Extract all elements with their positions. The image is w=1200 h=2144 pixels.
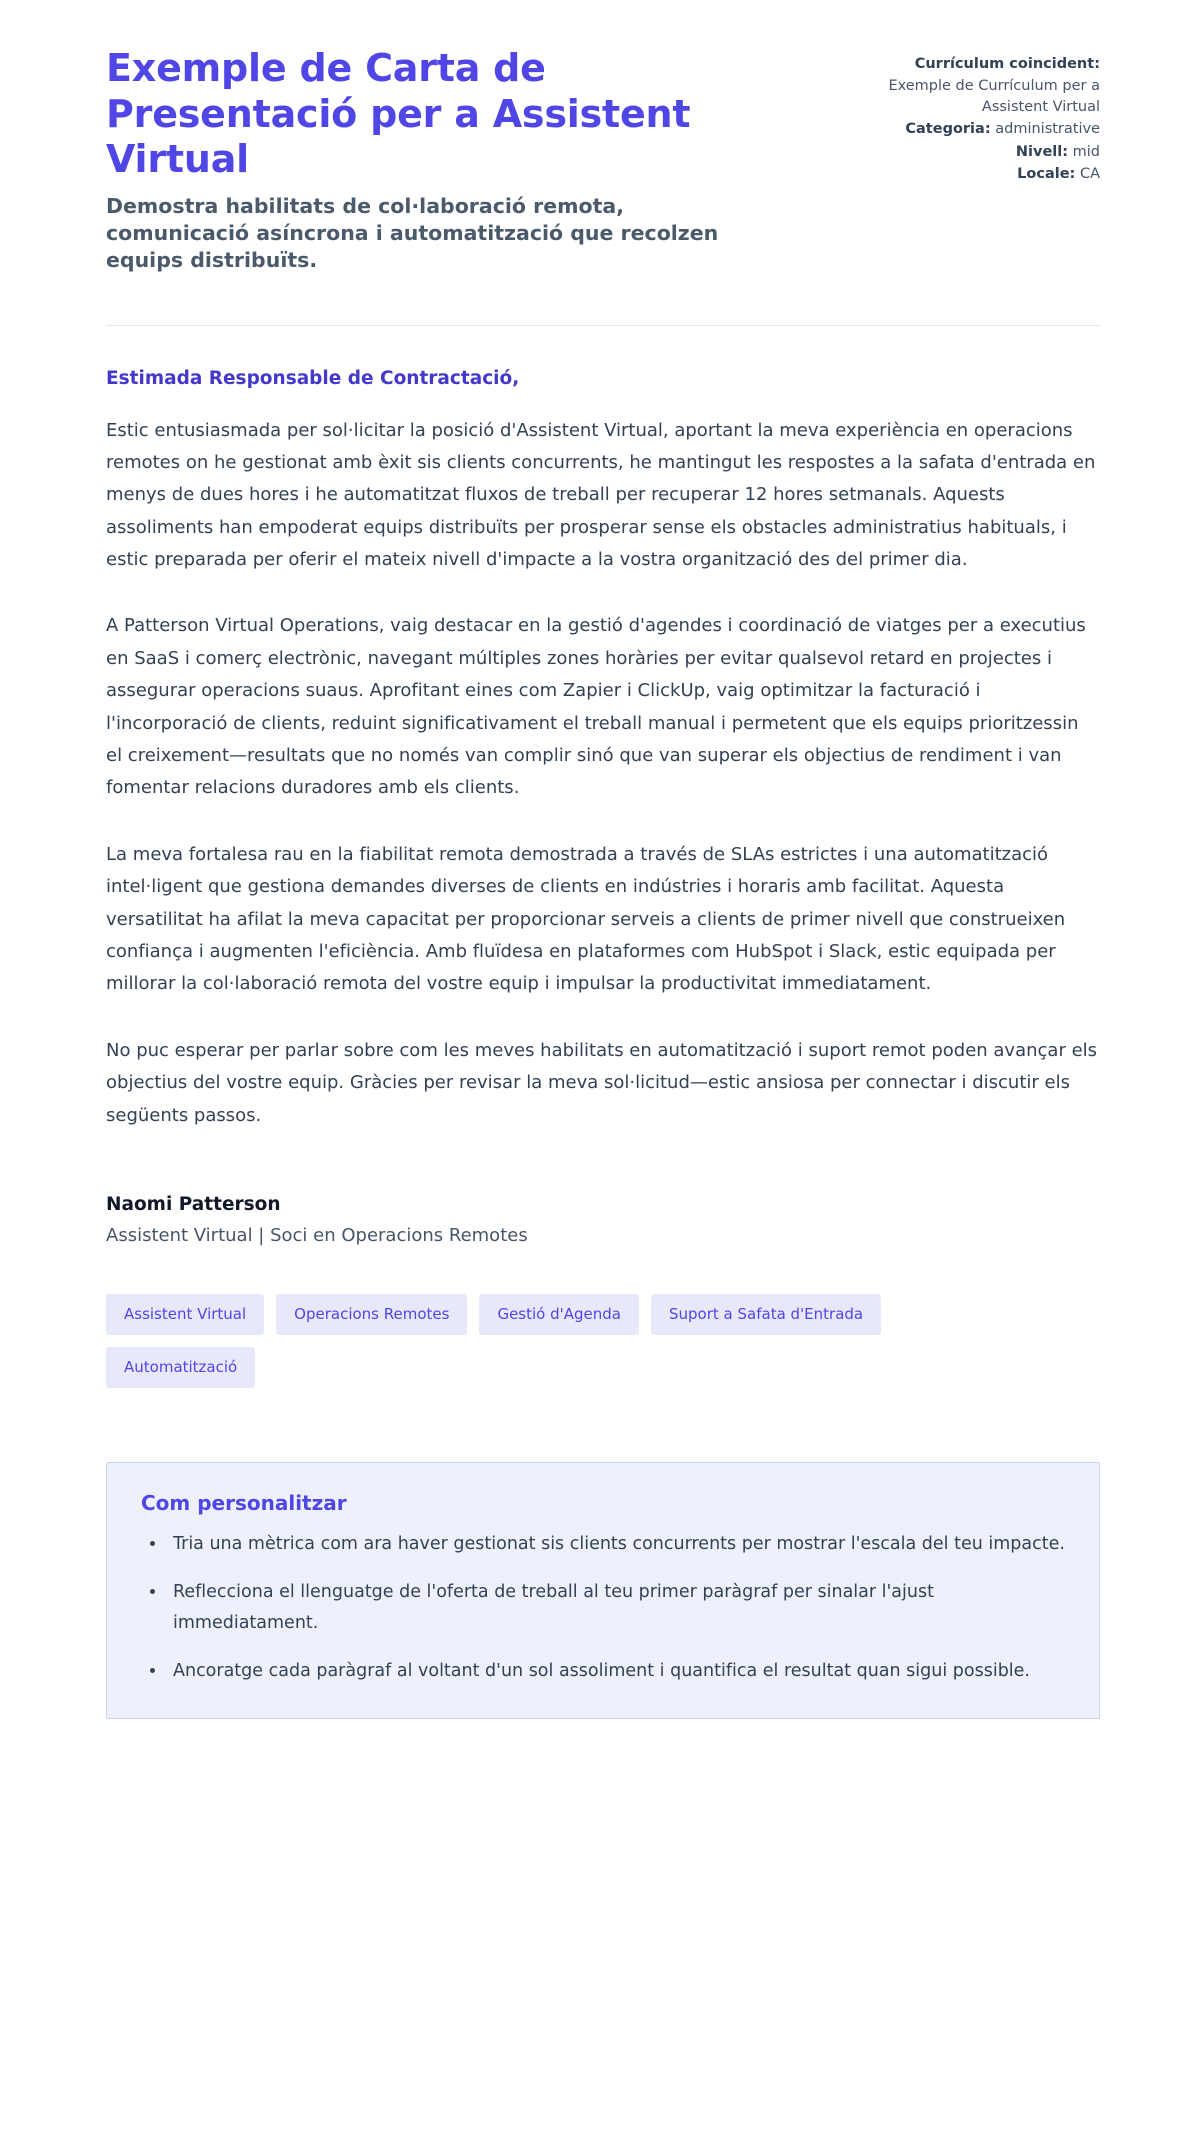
page-header xyxy=(106,46,1100,275)
meta-locale-label: Locale: xyxy=(1017,165,1076,182)
list-item: • Reflecciona el llenguatge de l'oferta de treball al teu primer paràgraf per sinalar l'ajust immediatament. xyxy=(167,1577,1065,1639)
meta-level-value: mid xyxy=(1072,143,1100,160)
meta-resume-value-row xyxy=(842,76,1100,118)
signature-name: Naomi Patterson xyxy=(106,1193,281,1215)
signature-block xyxy=(106,1194,1100,1246)
list-item: • Tria una mètrica com ara haver gestionat sis clients concurrents per mostrar l'escala del teu impacte. xyxy=(167,1529,1065,1560)
page-title: Exemple de Carta de Presentació per a Assistent Virtual xyxy=(106,46,691,182)
letter-paragraph-4: No puc esperar per parlar sobre com les meves habilitats en automatització i suport remot poden avançar els objectius del vostre equip. Gràcies per revisar la meva sol·licitud—estic ansiosa per connectar i discutir els següents passos. xyxy=(106,1039,1098,1126)
tag-chip[interactable]: Operacions Remotes xyxy=(276,1294,467,1335)
letter-greeting: Estimada Responsable de Contractació, xyxy=(106,367,520,389)
tag-list xyxy=(106,1294,946,1388)
letter-paragraph-2: A Patterson Virtual Operations, vaig destacar en la gestió d'agendes i coordinació de viatges per a executius en SaaS i comerç electrònic, navegant múltiples zones horàries per evitar qualsevol retard en projectes i assegurar operacions suaus. Aprofitant eines com Zapier i ClickUp, vaig optimitzar la facturació i l'incorporació de clients, reduint significativament el treball manual i permetent que els equips prioritzessin el creixement—resultats que no només van complir sinó que van superar els objectius de rendiment i van fomentar relacions duradores amb els clients. xyxy=(106,615,1086,799)
header-text-block xyxy=(106,46,746,275)
meta-resume-label: Currículum coincident: xyxy=(914,56,1100,72)
meta-category-label: Categoria: xyxy=(905,121,991,138)
meta-resume-value: Exemple de Currículum per a Assistent Virtual xyxy=(888,78,1100,116)
meta-level-row xyxy=(842,142,1100,163)
metadata-block xyxy=(842,46,1100,186)
meta-locale-row xyxy=(842,164,1100,185)
meta-level-label: Nivell: xyxy=(1015,143,1069,160)
tag-chip[interactable]: Assistent Virtual xyxy=(106,1294,264,1335)
callout-title: Com personalitzar xyxy=(141,1490,347,1515)
callout-list xyxy=(141,1529,1065,1688)
meta-category-value: administrative xyxy=(995,121,1100,138)
signature-role: Assistent Virtual | Soci en Operacions Remotes xyxy=(106,1224,528,1246)
customization-callout xyxy=(106,1462,1100,1719)
meta-resume-row xyxy=(842,54,1100,75)
tag-chip[interactable]: Automatització xyxy=(106,1347,255,1388)
tag-chip[interactable]: Suport a Safata d'Entrada xyxy=(651,1294,881,1335)
tag-chip[interactable]: Gestió d'Agenda xyxy=(479,1294,639,1335)
meta-category-row xyxy=(842,119,1100,140)
list-item: • Ancoratge cada paràgraf al voltant d'un sol assoliment i quantifica el resultat quan sigui possible. xyxy=(167,1656,1065,1687)
meta-locale-value: CA xyxy=(1079,165,1100,182)
letter-paragraph-1: Estic entusiasmada per sol·licitar la posició d'Assistent Virtual, aportant la meva experiència en operacions remotes on he gestionat amb èxit sis clients concurrents, he mantingut les respostes a la safata d'entrada en menys de dues hores i he automatitzat fluxos de treball per recuperar 12 hores setmanals. Aquests assoliments han empoderat equips distribuïts per prosperar sense els obstacles administratius habituals, i estic preparada per oferir el mateix nivell d'impacte a la vostra organització des del primer dia. xyxy=(106,419,1096,571)
letter-paragraph-3: La meva fortalesa rau en la fiabilitat remota demostrada a través de SLAs estrictes i una automatització intel·ligent que gestiona demandes diverses de clients en indústries i horaris amb facilitat. Aquesta versatilitat ha afilat la meva capacitat per proporcionar serveis a clients de primer nivell que construeixen confiança i augmenten l'eficiència. Amb fluïdesa en plataformes com HubSpot i Slack, estic equipada per millorar la col·laboració remota del vostre equip i impulsar la productivitat immediatament. xyxy=(106,843,1066,995)
page-subtitle: Demostra habilitats de col·laboració remota, comunicació asíncrona i automatització que recolzen equips distribuïts. xyxy=(106,193,719,273)
letter-body xyxy=(106,326,1100,1132)
